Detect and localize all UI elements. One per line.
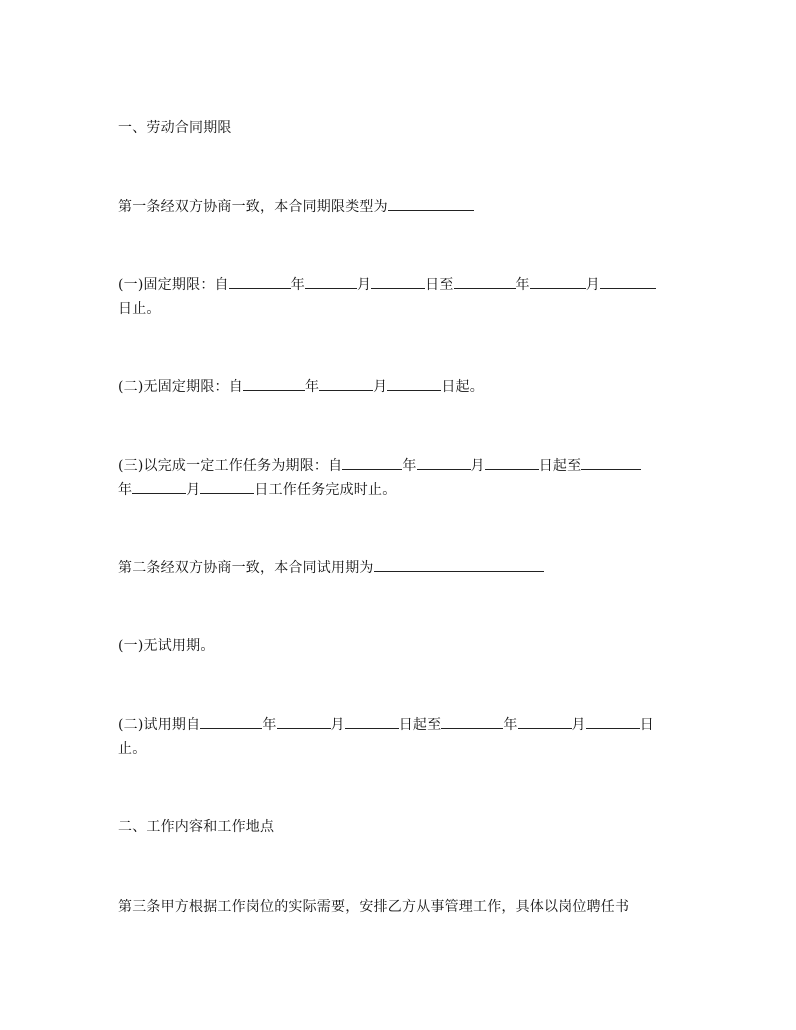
day-end-label: 日止。 (118, 301, 161, 317)
fixed-term-line (118, 274, 684, 296)
task-term-line (118, 455, 684, 477)
start-month-blank[interactable] (305, 274, 357, 289)
month-label: 月 (571, 717, 586, 733)
end-month-blank[interactable] (132, 479, 186, 494)
end-month-blank[interactable] (530, 274, 586, 289)
month-label: 月 (186, 482, 201, 498)
start-year-blank[interactable] (229, 274, 291, 289)
day-from-to-label: 日起至 (398, 717, 442, 733)
end-month-blank[interactable] (518, 714, 572, 729)
year-label: 年 (290, 277, 305, 293)
no-trial-line (118, 635, 684, 657)
month-label: 月 (373, 379, 388, 395)
end-label: 止。 (118, 741, 147, 757)
month-label: 月 (356, 277, 372, 293)
term-type-blank[interactable] (388, 196, 474, 211)
article-text: 第一条经双方协商一致，本合同期限类型为 (118, 199, 388, 215)
article-text: 第三条甲方根据工作岗位的实际需要，安排乙方从事管理工作，具体以岗位聘任书 (118, 899, 630, 915)
year-label: 年 (515, 277, 530, 293)
day-label: 日 (639, 717, 654, 733)
end-day-blank[interactable] (200, 479, 254, 494)
start-day-blank[interactable] (345, 714, 399, 729)
end-year-blank[interactable] (454, 274, 516, 289)
start-year-blank[interactable] (342, 455, 402, 470)
heading-text: 二、工作内容和工作地点 (118, 819, 275, 835)
article-text: 第二条经双方协商一致，本合同试用期为 (118, 560, 374, 576)
clause-label: (三)以完成一定工作任务为期限：自 (118, 458, 343, 474)
day-from-to-label: 日起至 (538, 458, 582, 474)
year-label: 年 (304, 379, 320, 395)
no-fixed-term-line (118, 376, 684, 398)
section-heading-contract-term (118, 117, 684, 139)
trial-period-line-cont (118, 738, 684, 760)
clause-label: (一)无试用期。 (118, 638, 215, 654)
start-month-blank[interactable] (319, 376, 373, 391)
end-year-blank[interactable] (441, 714, 503, 729)
year-label: 年 (118, 482, 133, 498)
start-day-blank[interactable] (371, 274, 425, 289)
article-3-work-assignment (118, 896, 684, 918)
month-label: 月 (585, 277, 600, 293)
end-day-blank[interactable] (586, 714, 640, 729)
clause-label: (二)试用期自 (118, 717, 201, 733)
section-heading-work-content (118, 816, 684, 838)
clause-label: (一)固定期限：自 (118, 277, 229, 293)
start-month-blank[interactable] (277, 714, 331, 729)
start-year-blank[interactable] (200, 714, 262, 729)
task-term-line-cont (118, 479, 684, 501)
trial-period-line (118, 714, 684, 736)
article-2-trial-period (118, 557, 684, 579)
task-end-label: 日工作任务完成时止。 (254, 482, 397, 498)
start-year-blank[interactable] (243, 376, 305, 391)
end-year-blank[interactable] (581, 455, 641, 470)
clause-label: (二)无固定期限：自 (118, 379, 243, 395)
article-1-term-type (118, 196, 684, 218)
start-month-blank[interactable] (417, 455, 471, 470)
start-day-blank[interactable] (485, 455, 539, 470)
start-day-blank[interactable] (387, 376, 441, 391)
year-label: 年 (262, 717, 277, 733)
fixed-term-line-cont (118, 298, 684, 320)
trial-period-blank[interactable] (374, 557, 544, 572)
year-label: 年 (503, 717, 518, 733)
month-label: 月 (330, 717, 345, 733)
year-label: 年 (402, 458, 417, 474)
month-label: 月 (470, 458, 485, 474)
end-day-blank[interactable] (600, 274, 656, 289)
heading-text: 一、劳动合同期限 (118, 120, 232, 136)
day-from-label: 日起。 (441, 379, 484, 395)
day-to-label: 日至 (425, 277, 454, 293)
